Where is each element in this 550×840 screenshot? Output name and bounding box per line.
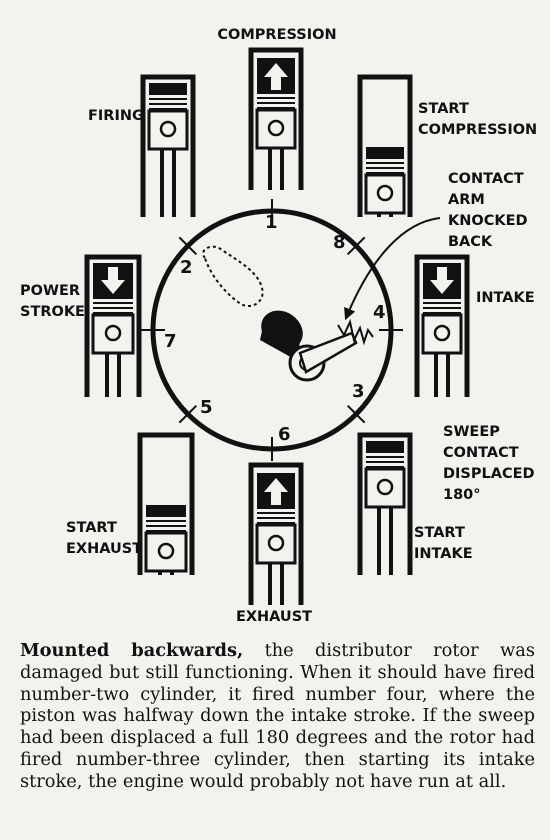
- cylinder-compression: [251, 50, 301, 190]
- label-power-stroke-1: POWER: [20, 283, 81, 299]
- cylinder-start-compression: [360, 77, 410, 217]
- label-sweep-1: SWEEP: [443, 424, 500, 440]
- label-contact-arm-1: CONTACT: [448, 171, 524, 187]
- label-start-intake-1: START: [414, 525, 465, 541]
- rotor-ghost-outline: [203, 247, 263, 306]
- dial-number-2: 2: [180, 257, 193, 278]
- cylinder-firing: [143, 77, 193, 217]
- cylinder-start-intake: [360, 435, 410, 575]
- caption-body: the distributor rotor was damaged but still functioning. When it should have fired number-two cylinder, it fired number four, where the piston was halfway down the intake stroke. If the sweep had been displaced a full 180 degrees and the rotor had fired number-three cylinder, then starting its intake stroke, the engine would probably not have run at all.: [20, 640, 535, 792]
- dial-number-4: 4: [373, 302, 386, 323]
- dial-number-8: 8: [333, 232, 346, 253]
- dial-number-5: 5: [200, 397, 213, 418]
- label-compression: COMPRESSION: [217, 27, 337, 43]
- label-power-stroke-2: STROKE: [20, 304, 85, 320]
- dial-number-6: 6: [278, 424, 291, 445]
- label-contact-arm-3: KNOCKED: [448, 213, 528, 229]
- cylinder-exhaust: [251, 465, 301, 605]
- cylinder-power-stroke: [87, 257, 139, 397]
- label-start-compression-2: COMPRESSION: [418, 122, 538, 138]
- label-sweep-4: 180°: [443, 487, 481, 503]
- caption-lead: Mounted backwards,: [20, 640, 244, 661]
- label-start-exhaust-1: START: [66, 520, 117, 536]
- label-start-intake-2: INTAKE: [414, 546, 473, 562]
- dial-number-3: 3: [352, 381, 365, 402]
- label-contact-arm-2: ARM: [448, 192, 485, 208]
- label-start-exhaust-2: EXHAUST: [66, 541, 143, 557]
- label-start-compression-1: START: [418, 101, 469, 117]
- label-exhaust: EXHAUST: [235, 609, 313, 625]
- caption: [20, 640, 535, 830]
- cylinder-start-exhaust: [140, 435, 192, 575]
- cylinder-intake: [417, 257, 467, 397]
- label-intake: INTAKE: [476, 290, 535, 306]
- label-firing: FIRING: [88, 108, 144, 124]
- dial-number-1: 1: [265, 212, 278, 233]
- label-sweep-3: DISPLACED: [443, 466, 535, 482]
- dial-number-7: 7: [164, 331, 177, 352]
- label-sweep-2: CONTACT: [443, 445, 519, 461]
- label-contact-arm-4: BACK: [448, 234, 493, 250]
